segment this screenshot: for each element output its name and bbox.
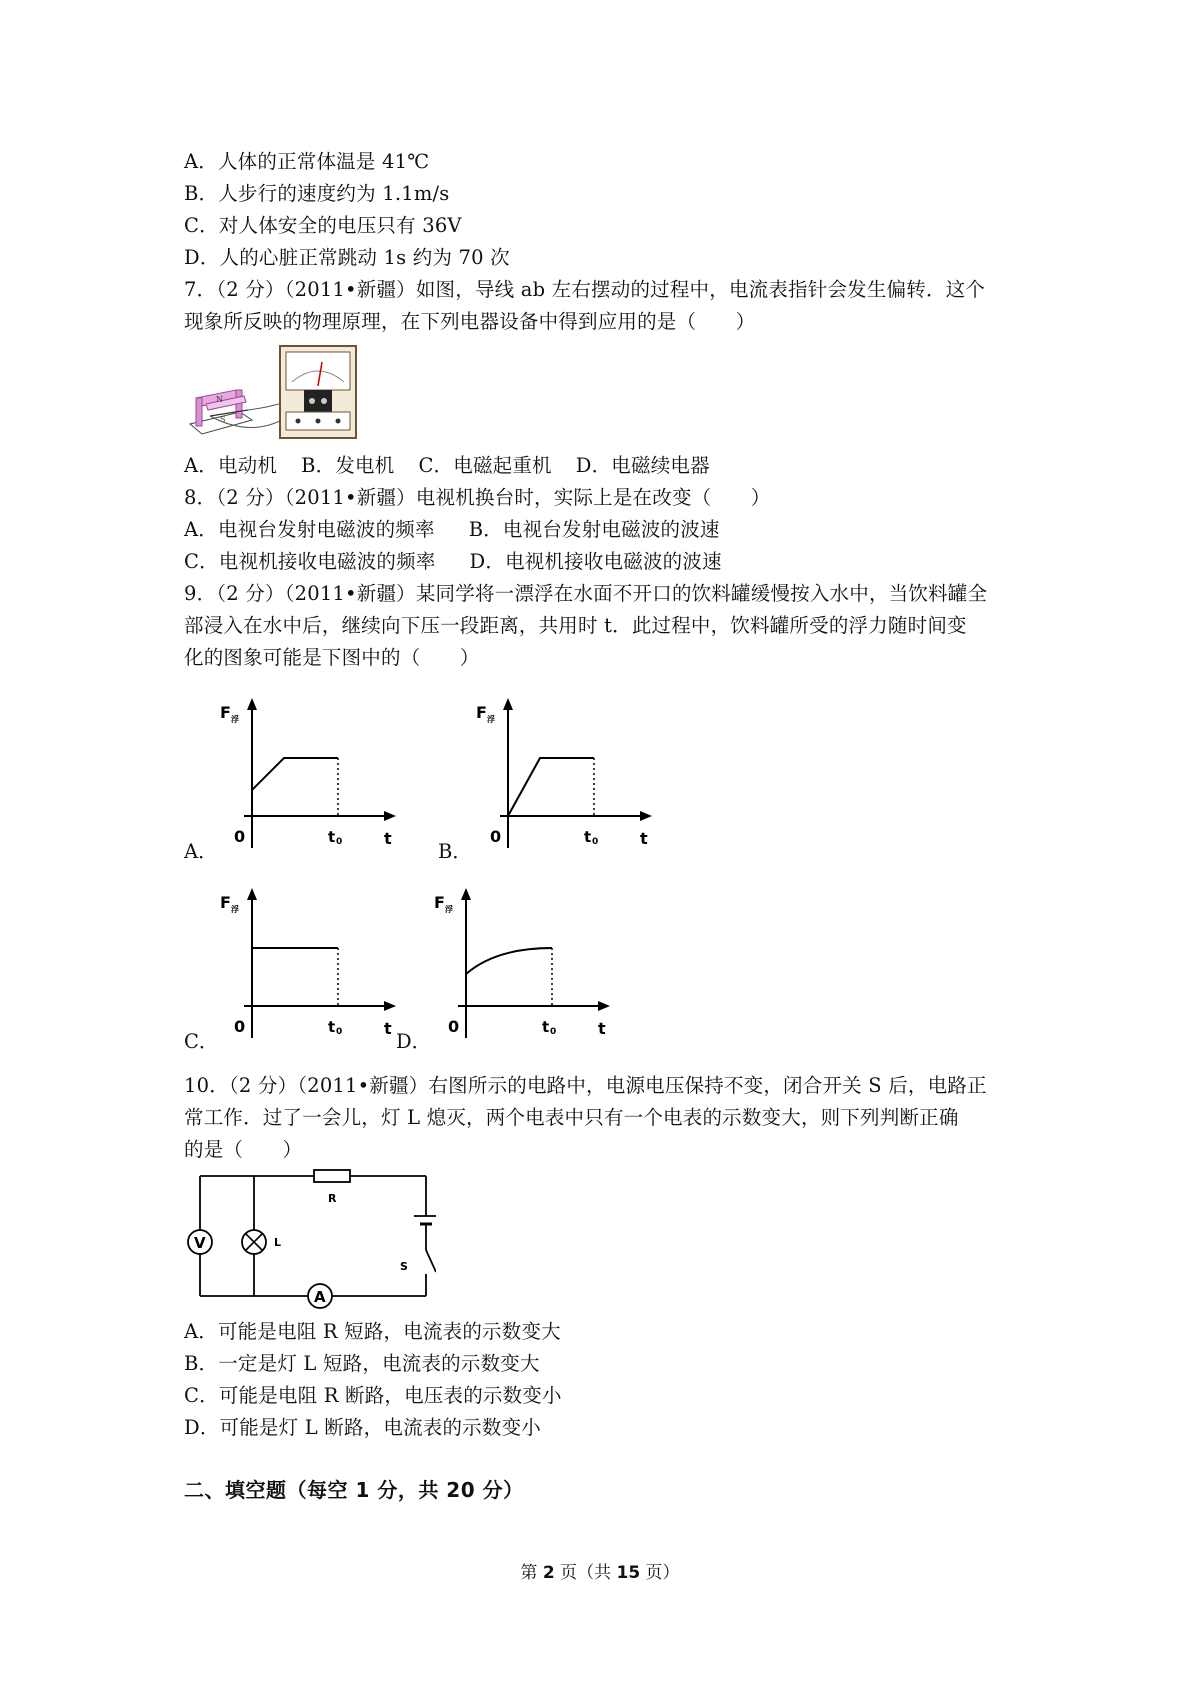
graph-d-y-sub: 浮 bbox=[445, 905, 453, 914]
q9-graph-d-label: D． bbox=[396, 1030, 432, 1053]
magnet-s-label: S bbox=[220, 415, 226, 424]
graph-b-y-sub: 浮 bbox=[487, 715, 495, 724]
ammeter-label: A bbox=[314, 1288, 326, 1306]
q8-option-d: D．电视机接收电磁波的波速 bbox=[469, 550, 722, 573]
q7-option-a: A．电动机 bbox=[184, 454, 278, 477]
footer-prefix: 第 bbox=[520, 1563, 543, 1583]
q10-stem-line2: 常工作．过了一会儿，灯 L 熄灭，两个电表中只有一个电表的示数变大，则下列判断正确 bbox=[184, 1106, 959, 1129]
footer-middle: 页（共 bbox=[554, 1563, 617, 1583]
graph-c-t0: t bbox=[328, 1018, 336, 1036]
q9-graph-b bbox=[470, 696, 660, 856]
lamp-l-label: L bbox=[274, 1236, 282, 1249]
graph-a-t0-sub: 0 bbox=[336, 837, 343, 847]
q9-graph-c-label: C． bbox=[184, 1030, 219, 1053]
switch-s bbox=[426, 1250, 436, 1272]
q10-stem-line3: 的是（ ） bbox=[184, 1138, 303, 1161]
graph-b-x-label: t bbox=[640, 829, 648, 848]
q9-stem-line3: 化的图象可能是下图中的（ ） bbox=[184, 646, 480, 669]
q7-stem-line1: 7．（2 分）（2011•新疆）如图，导线 ab 左右摆动的过程中，电流表指针会发生偏转．这个 bbox=[184, 278, 986, 301]
q8-stem: 8．（2 分）（2011•新疆）电视机换台时，实际上是在改变（ ） bbox=[184, 486, 771, 509]
graph-d-origin: 0 bbox=[448, 1017, 460, 1036]
q10-option-c: C．可能是电阻 R 断路，电压表的示数变小 bbox=[184, 1384, 562, 1407]
q7-option-b: B．发电机 bbox=[301, 454, 395, 477]
graph-d-t0: t bbox=[542, 1018, 550, 1036]
q10-option-a: A．可能是电阻 R 短路，电流表的示数变大 bbox=[184, 1320, 561, 1343]
page-footer bbox=[0, 1558, 1200, 1583]
q7-option-d: D．电磁续电器 bbox=[575, 454, 710, 477]
q8-options-row1 bbox=[184, 516, 720, 544]
graph-b-t0-sub: 0 bbox=[592, 837, 599, 847]
q7-options-row bbox=[184, 452, 710, 480]
switch-s-label: S bbox=[400, 1260, 408, 1273]
q9-graph-a bbox=[214, 696, 404, 856]
q8-options-row2 bbox=[184, 548, 722, 576]
graph-a-y-sub: 浮 bbox=[231, 715, 239, 724]
q8-option-c: C．电视机接收电磁波的频率 bbox=[184, 550, 436, 573]
graph-a-origin: 0 bbox=[234, 827, 246, 846]
graph-a-t0: t bbox=[328, 828, 336, 846]
q6-option-b: B．人步行的速度约为 1.1m/s bbox=[184, 182, 450, 205]
q6-option-c: C．对人体安全的电压只有 36V bbox=[184, 214, 462, 237]
graph-a-x-label: t bbox=[384, 829, 392, 848]
graph-b-t0: t bbox=[584, 828, 592, 846]
q9-graph-c bbox=[214, 886, 404, 1046]
q7-stem-line2: 现象所反映的物理原理，在下列电器设备中得到应用的是（ ） bbox=[184, 310, 756, 333]
q10-circuit-diagram bbox=[186, 1168, 436, 1310]
graph-b-origin: 0 bbox=[490, 827, 502, 846]
resistor-r-label: R bbox=[328, 1192, 337, 1205]
q9-stem-line2: 部浸入在水中后，继续向下压一段距离，共用时 t．此过程中，饮料罐所受的浮力随时间变 bbox=[184, 614, 967, 637]
graph-d-t0-sub: 0 bbox=[550, 1027, 557, 1037]
graph-a-y-label: F bbox=[220, 703, 231, 722]
graph-c-t0-sub: 0 bbox=[336, 1027, 343, 1037]
q10-stem-line1: 10．（2 分）（2011•新疆）右图所示的电路中，电源电压保持不变，闭合开关 S 后，电路正 bbox=[184, 1074, 987, 1097]
q9-graph-a-label: A． bbox=[184, 840, 218, 863]
footer-page-number: 2 bbox=[542, 1563, 555, 1583]
q10-option-d: D．可能是灯 L 断路，电流表的示数变小 bbox=[184, 1416, 541, 1439]
q6-option-a: A．人体的正常体温是 41℃ bbox=[184, 150, 430, 173]
q6-option-d: D．人的心脏正常跳动 1s 约为 70 次 bbox=[184, 246, 510, 269]
footer-total-pages: 15 bbox=[616, 1563, 641, 1583]
magnet-n-label: N bbox=[216, 395, 223, 404]
q8-option-a: A．电视台发射电磁波的频率 bbox=[184, 518, 435, 541]
q7-option-c: C．电磁起重机 bbox=[418, 454, 552, 477]
section-title: 二、填空题（每空 1 分，共 20 分） bbox=[184, 1478, 524, 1502]
q7-induction-figure bbox=[182, 344, 372, 458]
graph-c-origin: 0 bbox=[234, 1017, 246, 1036]
q9-stem-line1: 9．（2 分）（2011•新疆）某同学将一漂浮在水面不开口的饮料罐缓慢按入水中，当饮料罐全 bbox=[184, 582, 988, 605]
voltmeter-label: V bbox=[194, 1234, 206, 1252]
q9-graph-d bbox=[428, 886, 618, 1046]
footer-suffix: 页） bbox=[640, 1563, 680, 1583]
graph-c-y-label: F bbox=[220, 893, 231, 912]
graph-b-y-label: F bbox=[476, 703, 487, 722]
graph-d-y-label: F bbox=[434, 893, 445, 912]
q9-graph-b-label: B． bbox=[438, 840, 472, 863]
graph-c-y-sub: 浮 bbox=[231, 905, 239, 914]
graph-c-x-label: t bbox=[384, 1019, 392, 1038]
q10-option-b: B．一定是灯 L 短路，电流表的示数变大 bbox=[184, 1352, 540, 1375]
resistor-r bbox=[314, 1170, 350, 1182]
graph-d-x-label: t bbox=[598, 1019, 606, 1038]
q8-option-b: B．电视台发射电磁波的波速 bbox=[468, 518, 720, 541]
